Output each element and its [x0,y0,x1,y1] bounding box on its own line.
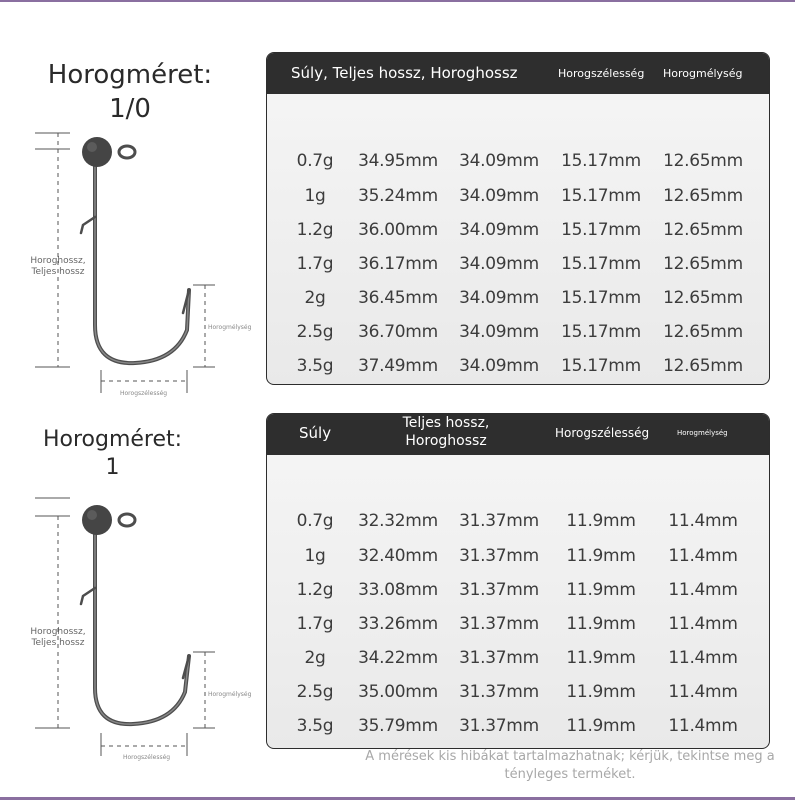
hook-size-label: Horogméret: [42,427,183,452]
table-cell: 12.65mm [663,356,743,376]
table-row [267,350,769,384]
table-cell: 11.4mm [668,648,738,668]
header-depth: Horogmélység [677,429,728,437]
table-cell: 11.9mm [566,648,636,668]
table-cell: 1.7g [296,254,334,274]
header-width: Horogszélesség [555,426,650,440]
hook-size-title-2 [25,426,200,482]
hook-shape [81,146,189,363]
table-cell: 11.4mm [668,682,738,702]
header-length: Teljes hossz, Horoghossz [402,415,490,449]
table-row [267,316,769,350]
hook-size-title-1 [25,58,235,126]
table-cell: 0.7g [296,151,334,171]
table-cell: 32.40mm [358,546,438,566]
header-weight-length: Súly, Teljes hossz, Horoghossz [291,64,518,82]
table-row [267,574,769,608]
table-cell: 0.7g [296,511,334,531]
table-row [267,145,769,179]
table-cell: 11.4mm [668,511,738,531]
table-cell: 11.9mm [566,614,636,634]
table-row [267,282,769,316]
table-cell: 12.65mm [663,220,743,240]
table-cell: 36.70mm [358,322,438,342]
table-cell: 11.9mm [566,511,636,531]
table-row [267,676,769,710]
table-cell: 31.37mm [459,682,539,702]
header-width: Horogszélesség [558,67,645,80]
table-cell: 36.45mm [358,288,438,308]
table-cell: 33.26mm [358,614,438,634]
table-cell: 12.65mm [663,151,743,171]
measurement-disclaimer: A mérések kis hibákat tartalmazhatnak; kérjük, tekintse meg a tényleges terméket. [365,749,775,782]
table-cell: 34.95mm [358,151,438,171]
table-cell: 15.17mm [561,220,641,240]
width-label: Horogszélesség [120,390,168,397]
table-cell: 1g [304,186,326,206]
table-row [267,214,769,248]
table-cell: 37.49mm [358,356,438,376]
table-cell: 35.24mm [358,186,438,206]
table-cell: 11.9mm [566,682,636,702]
hook-size-label: Horogméret: [47,60,213,90]
table-cell: 31.37mm [459,614,539,634]
table-cell: 34.22mm [358,648,438,668]
width-label: Horogszélesség [123,754,171,761]
table-cell: 11.9mm [566,580,636,600]
hook-size-value: 1/0 [109,94,151,124]
table-cell: 31.37mm [459,546,539,566]
table-cell: 36.17mm [358,254,438,274]
top-border [0,0,795,2]
table-cell: 34.09mm [459,186,539,206]
table-row [267,380,769,385]
table-cell: 34.09mm [459,151,539,171]
table-cell: 35.00mm [358,682,438,702]
table-cell: 3.5g [296,356,334,376]
table-cell: 15.17mm [561,186,641,206]
table-cell: 31.37mm [459,580,539,600]
hook-size-value: 1 [105,455,120,480]
spec-table-2 [266,413,770,749]
table-cell: 12.65mm [663,254,743,274]
table-cell [266,748,365,749]
hook-shape [81,514,189,724]
table-cell: 11.9mm [566,546,636,566]
table-cell: 1.2g [296,580,334,600]
table-cell: 1.7g [296,614,334,634]
table-row [267,180,769,214]
table-cell: 11.4mm [668,716,738,736]
shank-length-label: Horoghossz, Teljes hossz [30,256,86,277]
table-header [267,53,769,94]
table-cell: 34.09mm [459,322,539,342]
table-cell: 11.9mm [566,716,636,736]
table-cell: 34.09mm [459,356,539,376]
table-cell: 2g [304,648,326,668]
spec-table-1 [266,52,770,385]
jig-head [82,137,112,167]
table-cell: 2.5g [296,322,334,342]
table-row [267,248,769,282]
table-cell: 31.37mm [459,648,539,668]
table-cell: 1.2g [296,220,334,240]
table-cell: 33.08mm [358,580,438,600]
table-cell: 12.65mm [663,186,743,206]
table-cell: 35.79mm [358,716,438,736]
table-cell: 31.37mm [459,511,539,531]
table-row [267,710,769,744]
depth-label: Horogmélység [208,324,252,331]
table-cell: 15.17mm [561,356,641,376]
table-row [267,608,769,642]
table-cell: 31.37mm [459,716,539,736]
table-cell: 11.4mm [668,546,738,566]
table-cell: 2g [304,288,326,308]
header-weight: Súly [299,424,332,442]
table-cell: 15.17mm [561,151,641,171]
table-cell: 11.4mm [668,614,738,634]
table-cell: 15.17mm [561,322,641,342]
table-cell: 36.00mm [358,220,438,240]
table-cell: 12.65mm [663,322,743,342]
shank-length-label: Horoghossz, Teljes hossz [30,627,86,648]
table-cell: 1g [304,546,326,566]
depth-label: Horogmélység [208,691,252,698]
table-cell: 32.32mm [358,511,438,531]
jig-head [82,505,112,535]
table-cell: 3.5g [296,716,334,736]
table-cell: 34.09mm [459,288,539,308]
table-row [267,540,769,574]
table-cell: 2.5g [296,682,334,702]
header-depth: Horogmélység [663,67,743,80]
table-cell: 34.09mm [459,220,539,240]
table-cell: 11.4mm [668,580,738,600]
table-cell: 15.17mm [561,288,641,308]
table-row [267,505,769,539]
table-cell: 15.17mm [561,254,641,274]
table-header [267,414,769,455]
table-cell: 34.09mm [459,254,539,274]
table-row [267,642,769,676]
table-cell: 12.65mm [663,288,743,308]
